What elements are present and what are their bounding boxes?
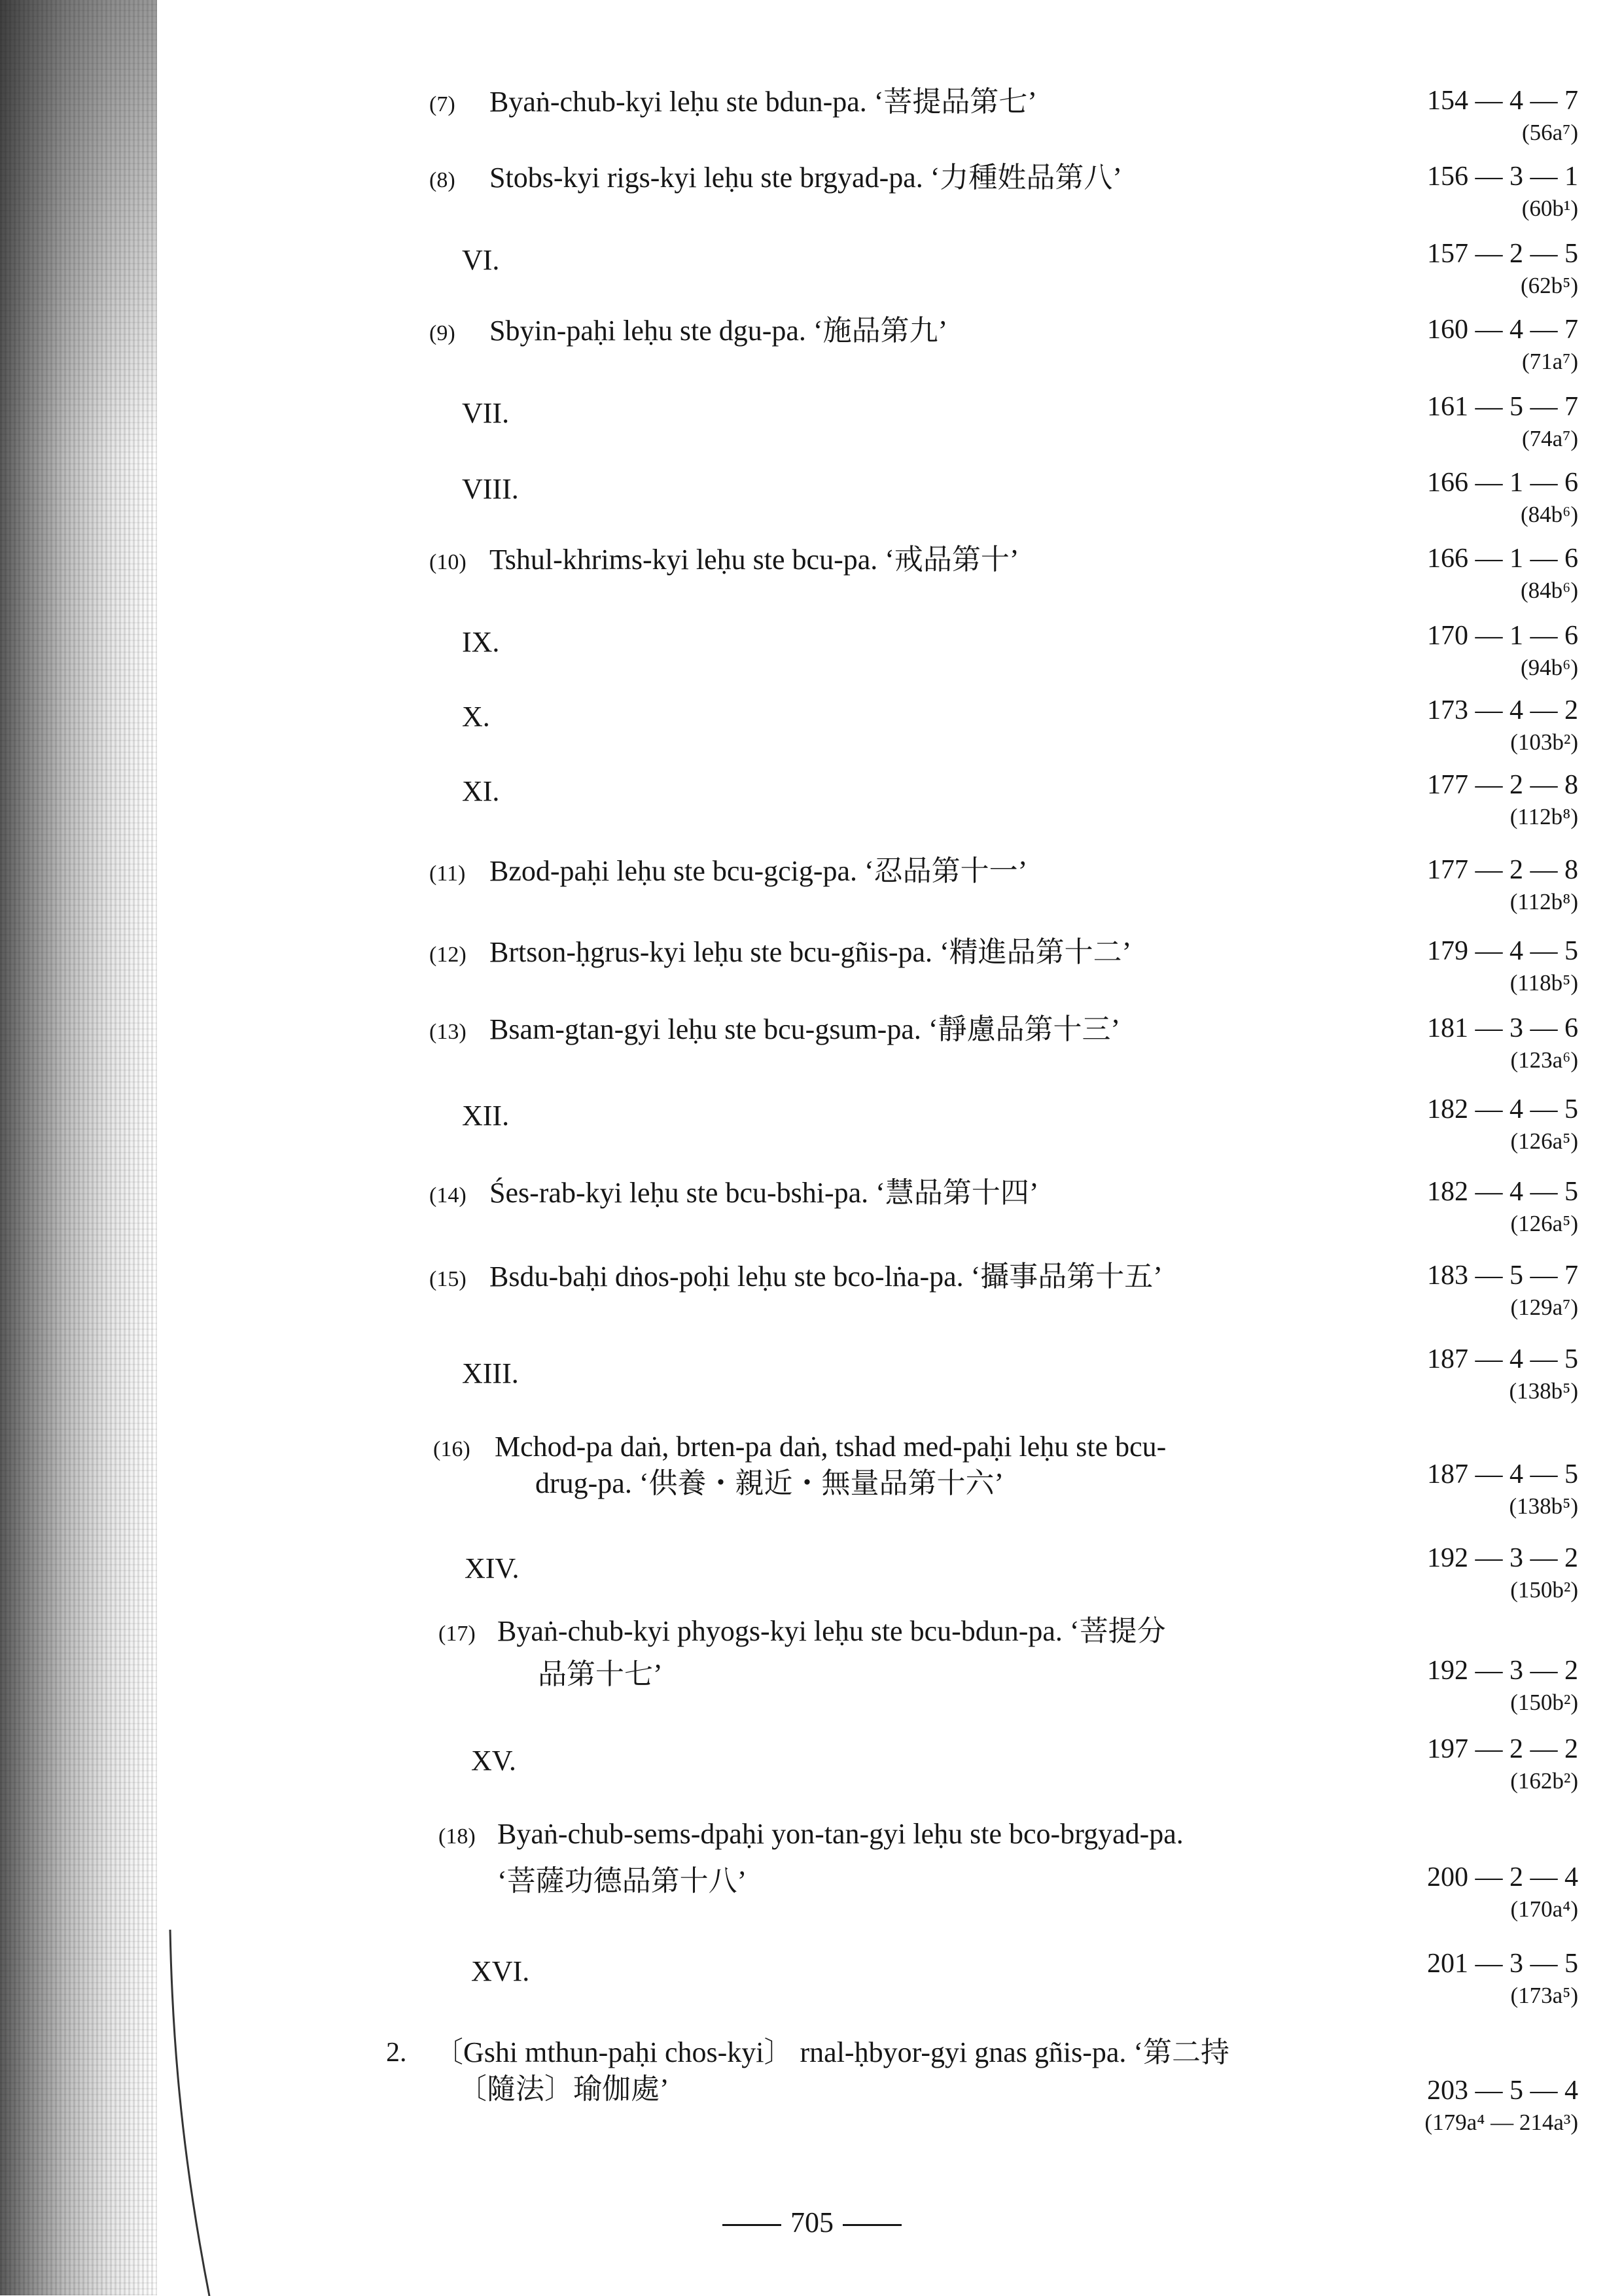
entry-reference <box>1303 768 1578 832</box>
entry-reference <box>1303 1654 1578 1718</box>
footer-rule-right <box>843 2224 902 2226</box>
entry-reference <box>1303 542 1578 606</box>
entry-title-continued: 品第十七’ <box>538 1658 663 1690</box>
entry-reference <box>1303 1092 1578 1157</box>
folio-reference: (129a⁷) <box>1510 1295 1578 1320</box>
entry-number: (7) <box>429 92 455 116</box>
entry-title-continued: drug-pa. ‘供養・親近・無量品第十六’ <box>535 1467 1004 1499</box>
page-reference: 182 — 4 — 5 <box>1427 1094 1578 1124</box>
page-reference: 192 — 3 — 2 <box>1427 1543 1578 1573</box>
page-reference: 203 — 5 — 4 <box>1427 2076 1578 2106</box>
entry-reference <box>1303 1011 1578 1075</box>
entry-title: XV. <box>471 1745 516 1777</box>
entry-reference <box>1303 1541 1578 1605</box>
entry-title: XII. <box>462 1100 510 1132</box>
folio-reference: (138b⁵) <box>1509 1493 1578 1519</box>
entry-title: Śes-rab-kyi leḥu ste bcu-bshi-pa. ‘慧品第十四’ <box>489 1177 1039 1209</box>
page-reference: 187 — 4 — 5 <box>1427 1344 1578 1374</box>
page-footer <box>0 2206 1624 2239</box>
footer-rule-left <box>722 2224 781 2226</box>
entry-number: (16) <box>433 1437 470 1461</box>
page-reference: 160 — 4 — 7 <box>1427 315 1578 345</box>
entry-number: (10) <box>429 550 467 574</box>
entry-number: (18) <box>438 1824 476 1849</box>
page-reference: 166 — 1 — 6 <box>1427 544 1578 574</box>
page-reference: 166 — 1 — 6 <box>1427 468 1578 498</box>
entry-reference <box>1303 84 1578 148</box>
entry-reference <box>1303 390 1578 454</box>
entry-reference <box>1303 1175 1578 1239</box>
entry-title: Brtson-ḥgrus-kyi leḥu ste bcu-gñis-pa. ‘精進品第十二’ <box>489 936 1132 968</box>
page-reference: 182 — 4 — 5 <box>1427 1177 1578 1207</box>
page-reference: 157 — 2 — 5 <box>1427 239 1578 269</box>
entry-reference <box>1303 237 1578 301</box>
page-number: 705 <box>790 2206 834 2238</box>
entry-number: (17) <box>438 1622 476 1646</box>
folio-reference: (179a⁴ — 214a³) <box>1424 2110 1578 2135</box>
folio-reference: (123a⁶) <box>1510 1047 1578 1073</box>
page-reference: 179 — 4 — 5 <box>1427 936 1578 966</box>
entry-number: 2. <box>386 2038 407 2068</box>
entry-number: (9) <box>429 321 455 345</box>
page-reference: 173 — 4 — 2 <box>1427 695 1578 725</box>
folio-reference: (71a⁷) <box>1521 349 1578 374</box>
folio-reference: (150b²) <box>1510 1577 1578 1603</box>
folio-reference: (62b⁵) <box>1520 273 1578 298</box>
entry-title: Byaṅ-chub-kyi phyogs-kyi leḥu ste bcu-bdun-pa. ‘菩提分 <box>497 1615 1166 1647</box>
entry-reference <box>1303 619 1578 683</box>
entry-title: Byaṅ-chub-kyi leḥu ste bdun-pa. ‘菩提品第七’ <box>489 86 1038 118</box>
entry-reference <box>1303 313 1578 377</box>
entry-reference <box>1303 934 1578 998</box>
entry-reference <box>1303 1860 1578 1924</box>
entry-number: (13) <box>429 1020 467 1044</box>
page-reference: 177 — 2 — 8 <box>1427 770 1578 800</box>
folio-reference: (60b¹) <box>1521 196 1578 221</box>
entry-reference <box>1303 466 1578 530</box>
page-reference: 156 — 3 — 1 <box>1427 162 1578 192</box>
entry-title: 〔Gshi mthun-paḥi chos-kyi〕 rnal-ḥbyor-gyi gnas gñis-pa. ‘第二持 <box>434 2036 1230 2068</box>
entry-reference <box>1303 160 1578 224</box>
entry-number: (12) <box>429 943 467 967</box>
folio-reference: (173a⁵) <box>1510 1983 1578 2008</box>
entry-title: XIII. <box>462 1357 519 1389</box>
page-reference: 154 — 4 — 7 <box>1427 86 1578 116</box>
scan-shadow-top <box>0 0 157 458</box>
entry-number: (8) <box>429 168 455 192</box>
folio-reference: (118b⁵) <box>1509 970 1578 996</box>
entry-title: Bzod-paḥi leḥu ste bcu-gcig-pa. ‘忍品第十一’ <box>489 855 1028 887</box>
folio-reference: (112b⁸) <box>1509 804 1578 829</box>
entry-title: Byaṅ-chub-sems-dpaḥi yon-tan-gyi leḥu ste bco-brgyad-pa. <box>497 1818 1184 1850</box>
page-reference: 177 — 2 — 8 <box>1427 855 1578 885</box>
entry-reference <box>1303 1342 1578 1406</box>
folio-reference: (56a⁷) <box>1521 120 1578 145</box>
folio-reference: (74a⁷) <box>1521 426 1578 451</box>
page-reference: 170 — 1 — 6 <box>1427 621 1578 651</box>
entry-number: (11) <box>429 861 466 886</box>
folio-reference: (126a⁵) <box>1510 1211 1578 1236</box>
entry-title: VII. <box>462 397 510 429</box>
folio-reference: (112b⁸) <box>1509 889 1578 914</box>
page-reference: 192 — 3 — 2 <box>1427 1656 1578 1686</box>
folio-reference: (162b²) <box>1510 1768 1578 1794</box>
folio-reference: (138b⁵) <box>1509 1378 1578 1404</box>
entry-title: VI. <box>462 244 500 276</box>
entry-reference <box>1303 2074 1578 2138</box>
entry-title: Tshul-khrims-kyi leḥu ste bcu-pa. ‘戒品第十’ <box>489 544 1019 576</box>
entry-title: VIII. <box>462 473 519 505</box>
entry-title-continued: ‘菩薩功德品第十八’ <box>497 1865 747 1897</box>
margin-pencil-line <box>167 1930 226 2296</box>
page-reference: 197 — 2 — 2 <box>1427 1734 1578 1764</box>
entry-title: IX. <box>462 626 500 658</box>
entry-number: (15) <box>429 1267 467 1291</box>
folio-reference: (170a⁴) <box>1510 1896 1578 1922</box>
page-reference: 201 — 3 — 5 <box>1427 1949 1578 1979</box>
entry-reference <box>1303 853 1578 917</box>
entry-reference <box>1303 1732 1578 1796</box>
entry-reference <box>1303 1259 1578 1323</box>
entry-number: (14) <box>429 1183 467 1208</box>
folio-reference: (103b²) <box>1510 729 1578 755</box>
folio-reference: (94b⁶) <box>1520 655 1578 680</box>
entry-title: XIV. <box>465 1552 520 1584</box>
folio-reference: (84b⁶) <box>1520 578 1578 603</box>
entry-reference <box>1303 693 1578 757</box>
entry-title: XVI. <box>471 1955 530 1987</box>
entry-title: XI. <box>462 775 500 807</box>
page-reference: 161 — 5 — 7 <box>1427 392 1578 422</box>
entry-title: Stobs-kyi rigs-kyi leḥu ste brgyad-pa. ‘力種姓品第八’ <box>489 162 1123 194</box>
entry-title: Bsam-gtan-gyi leḥu ste bcu-gsum-pa. ‘靜慮品第十三’ <box>489 1013 1121 1045</box>
entry-reference <box>1303 1947 1578 2011</box>
entry-title: Bsdu-baḥi dṅos-poḥi leḥu ste bco-lṅa-pa. ‘攝事品第十五’ <box>489 1261 1163 1293</box>
entry-title: X. <box>462 701 490 733</box>
entry-title: Sbyin-paḥi leḥu ste dgu-pa. ‘施品第九’ <box>489 315 948 347</box>
page-reference: 187 — 4 — 5 <box>1427 1459 1578 1489</box>
folio-reference: (126a⁵) <box>1510 1128 1578 1154</box>
entry-title: Mchod-pa daṅ, brten-pa daṅ, tshad med-paḥi leḥu ste bcu- <box>495 1431 1167 1463</box>
page-reference: 200 — 2 — 4 <box>1427 1862 1578 1892</box>
entry-reference <box>1303 1457 1578 1522</box>
entry-title-continued: 〔隨法〕瑜伽處’ <box>458 2073 669 2105</box>
folio-reference: (150b²) <box>1510 1690 1578 1715</box>
page-reference: 181 — 3 — 6 <box>1427 1013 1578 1043</box>
page-reference: 183 — 5 — 7 <box>1427 1261 1578 1291</box>
folio-reference: (84b⁶) <box>1520 502 1578 527</box>
